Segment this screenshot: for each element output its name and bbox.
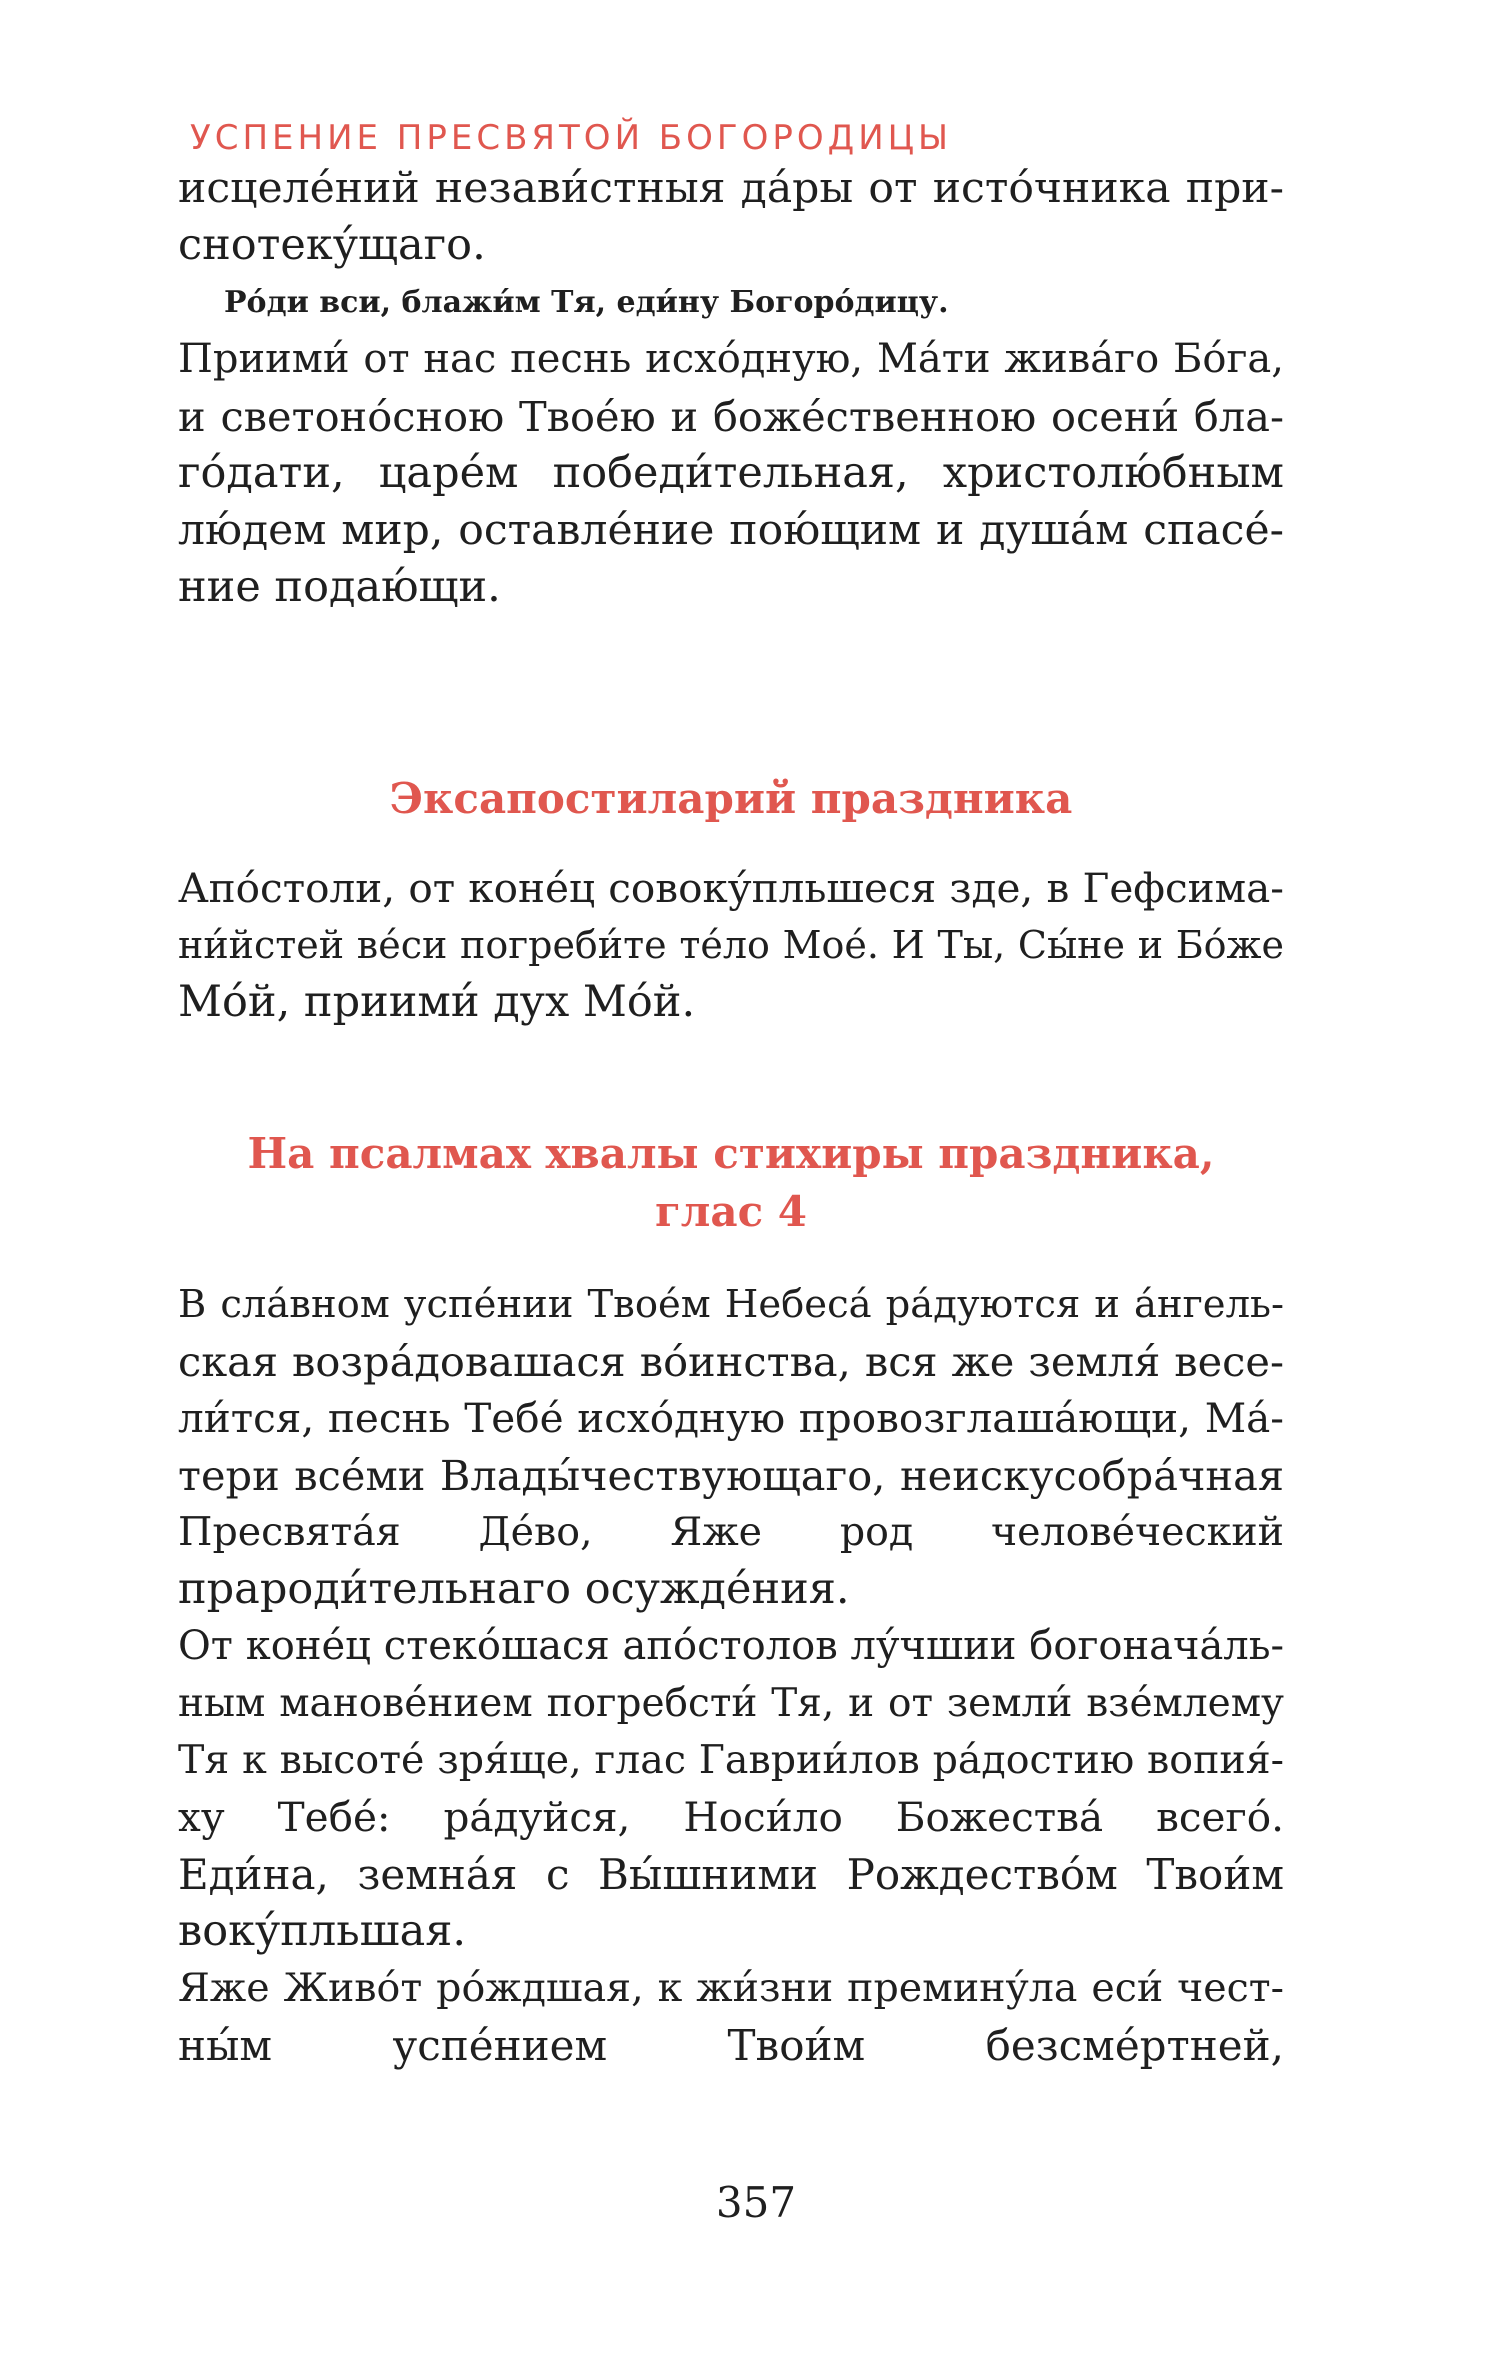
text-line: лю́дем мир, оставле́ние пою́щим и душа́м спасе́- — [178, 506, 1284, 555]
heading-line: На псалмах хвалы стихиры праздника, — [247, 1129, 1215, 1178]
section-heading — [178, 1125, 1284, 1241]
text-line: ская возра́довашася во́инства, вся же земля́ весе- — [178, 1337, 1284, 1386]
text-line: Еди́на, земна́я с Вы́шними Рождество́м Твои́м — [178, 1850, 1284, 1899]
text-block-3 — [178, 1276, 1284, 2074]
text-line: ны́м успе́нием Твои́м безсме́ртней, — [178, 2021, 1284, 2070]
heading-line: глас 4 — [655, 1187, 807, 1236]
text-line: От коне́ц стеко́шася апо́столов лу́чшии богонача́ль- — [178, 1623, 1284, 1669]
text-line: Пресвята́я Де́во, Яже род челове́ческий — [178, 1509, 1284, 1555]
text-line: го́дати, царе́м победи́тельная, христолю́бным — [178, 448, 1284, 498]
text-line: воку́пльшая. — [178, 1906, 467, 1956]
running-head: УСПЕНИЕ ПРЕСВЯТОЙ БОГОРОДИЦЫ — [190, 118, 953, 158]
text-line: ху Тебе́: ра́дуйся, Носи́ло Божества́ всего́. — [178, 1793, 1284, 1841]
text-line: снотеку́щаго. — [178, 220, 486, 270]
text-line: В сла́вном успе́нии Твое́м Небеса́ ра́дуются и а́нгель- — [178, 1282, 1284, 1327]
text-line: Апо́столи, от коне́ц совоку́пльшеся зде, в Гефсима- — [178, 864, 1284, 912]
text-line: Яже Живо́т ро́ждшая, к жи́зни премину́ла еси́ чест- — [178, 1965, 1284, 2011]
text-block-1 — [178, 160, 1284, 616]
refrain-line: Ро́ди вси, блажи́м Тя, еди́ну Богоро́дицу. — [224, 285, 949, 320]
text-line: ли́тся, песнь Тебе́ исхо́дную провозглаша́ющи, Ма́- — [178, 1394, 1284, 1442]
text-line: ние подаю́щи. — [178, 562, 501, 612]
section-heading — [178, 770, 1284, 828]
page-number: 357 — [715, 2178, 797, 2227]
text-line: прароди́тельнаго осужде́ния. — [178, 1564, 850, 1614]
text-line: Мо́й, приими́ дух Мо́й. — [178, 977, 696, 1027]
text-line: Тя к высоте́ зря́ще, глас Гаврии́лов ра́достию вопия́- — [178, 1737, 1284, 1783]
text-line: ным манове́нием погребсти́ Тя, и от земли́ взе́млему — [178, 1681, 1284, 1726]
heading-line: Эксапостиларий праздника — [389, 774, 1073, 823]
text-block-2 — [178, 860, 1284, 1031]
text-line: тери все́ми Влады́чествующаго, неискусобра́чная — [178, 1451, 1284, 1500]
text-line: Приими́ от нас песнь исхо́дную, Ма́ти жива́го Бо́га, — [178, 336, 1284, 382]
text-line: и светоно́сною Твое́ю и боже́ственною осени́ бла- — [178, 392, 1284, 441]
text-line: исцеле́ний незави́стныя да́ры от исто́чника при- — [178, 164, 1284, 213]
text-line: ни́йстей ве́си погреби́те те́ло Мое́. И Ты, Сы́не и Бо́же — [178, 923, 1284, 967]
